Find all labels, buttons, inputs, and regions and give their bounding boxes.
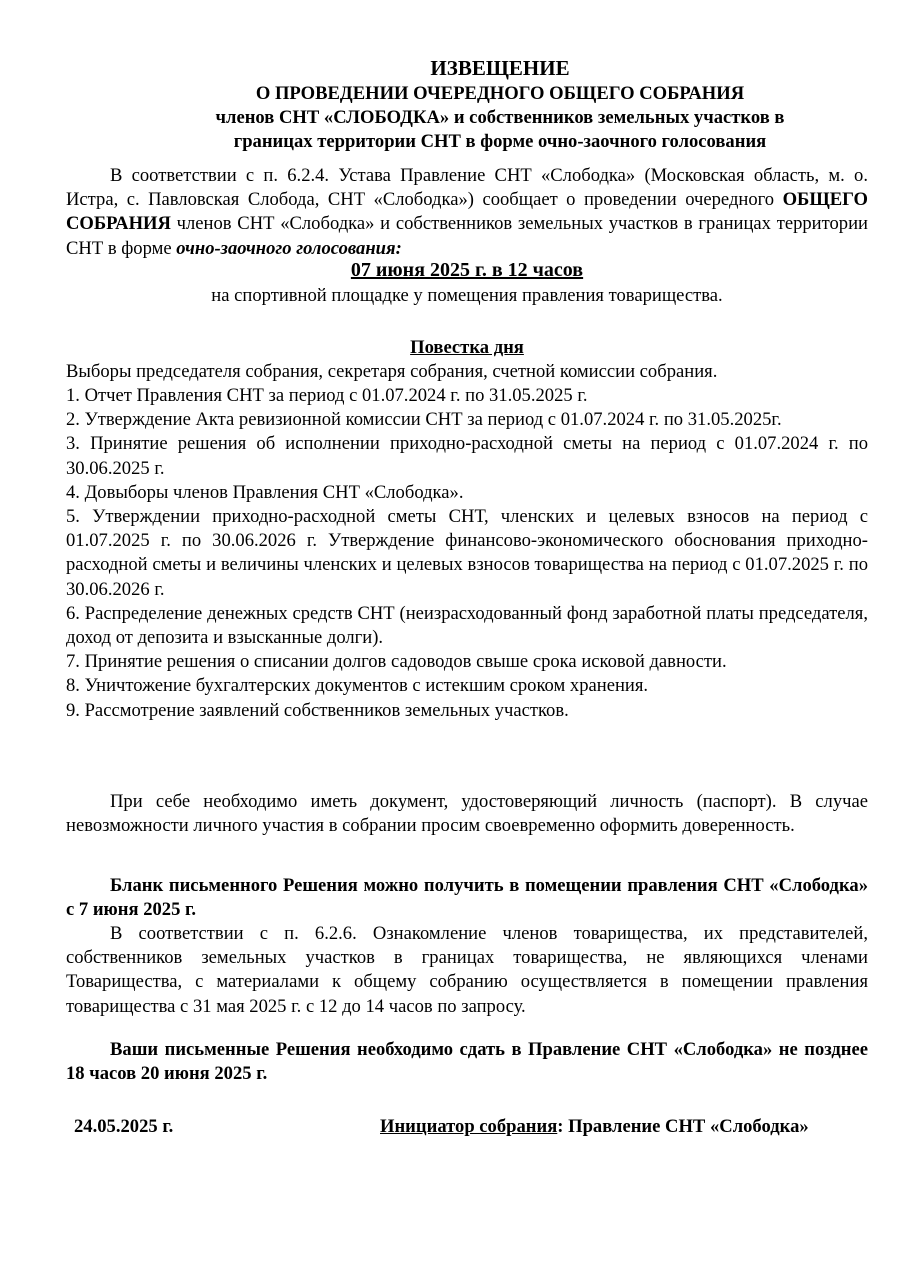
initiator-label: Инициатор собрания <box>380 1116 558 1137</box>
agenda-preface: Выборы председателя собрания, секретаря собрания, счетной комиссии собрания. <box>66 361 718 382</box>
deadline-note: Ваши письменные Решения необходимо сдать в Правление СНТ «Слободка» не позднее 18 часов 20 июня 2025 г. <box>66 1039 868 1085</box>
agenda-item: 6. Распределение денежных средств СНТ (неизрасходованный фонд заработной платы председателя, доход от депозита и взысканные долги). <box>66 602 868 649</box>
document-subtitle-3: границах территории СНТ в форме очно-заочного голосования <box>233 131 767 152</box>
materials-note: В соответствии с п. 6.2.6. Ознакомление членов товарищества, их представителей, собственников земельных участков в границах товарищества, не являющихся членами Товарищества, с материалами к общему собранию осуществляется в помещении правления товарищества с 31 мая 2025 г. с 12 до 14 часов по запросу. <box>66 923 868 1017</box>
initiator-value: : Правление СНТ «Слободка» <box>557 1116 809 1137</box>
agenda-item: 3. Принятие решения об исполнении приходно-расходной сметы на период с 01.07.2024 г. по 30.06.2025 г. <box>66 433 868 479</box>
agenda-item: 9. Рассмотрение заявлений собственников земельных участков. <box>66 699 569 721</box>
agenda-item: 7. Принятие решения о списании долгов садоводов свыше срока исковой давности. <box>66 651 727 673</box>
agenda-item: 2. Утверждение Акта ревизионной комиссии СНТ за период с 01.07.2024 г. по 31.05.2025г. <box>66 409 782 431</box>
agenda-item: 8. Уничтожение бухгалтерских документов с истекшим сроком хранения. <box>66 675 649 697</box>
agenda-title: Повестка дня <box>410 337 524 358</box>
id-note: При себе необходимо иметь документ, удостоверяющий личность (паспорт). В случае невозможности личного участия в собрании просим своевременно оформить доверенность. <box>66 791 868 837</box>
intro-text-2: членов СНТ «Слободка» и собственников земельных участков в границах территории СНТ в форме <box>66 213 868 259</box>
signature-date: 24.05.2025 г. <box>74 1116 174 1137</box>
intro-paragraph <box>66 164 868 261</box>
intro-bold-italic: очно-заочного голосования: <box>176 237 402 259</box>
agenda-list <box>66 384 868 723</box>
meeting-place: на спортивной площадке у помещения правления товарищества. <box>211 285 723 306</box>
agenda-item: 4. Довыборы членов Правления СНТ «Слободка». <box>66 481 464 503</box>
initiator-line <box>380 1115 809 1139</box>
intro-text-1: В соответствии с п. 6.2.4. Устава Правление СНТ «Слободка» (Московская область, м. о. Истра, с. Павловская Слобода, СНТ «Слободка») сообщает о проведении очередного <box>66 165 868 211</box>
meeting-date: 07 июня 2025 г. в 12 часов <box>350 259 584 281</box>
document-subtitle-2: членов СНТ «СЛОБОДКА» и собственников земельных участков в <box>215 107 785 128</box>
agenda-item: 5. Утверждении приходно-расходной сметы СНТ, членских и целевых взносов на период с 01.07.2025 г. по 30.06.2026 г. Утверждение финансово-экономического обоснования приходно-расходной сметы и величины членских и целевых взносов товарищества на период с 01.07.2025 г. по 30.06.2026 г. <box>66 506 868 600</box>
agenda-item: 1. Отчет Правления СНТ за период с 01.07.2024 г. по 31.05.2025 г. <box>66 385 588 406</box>
document-subtitle-1: О ПРОВЕДЕНИИ ОЧЕРЕДНОГО ОБЩЕГО СОБРАНИЯ <box>255 83 745 104</box>
intro-bold: ОБЩЕГО СОБРАНИЯ <box>66 189 868 235</box>
document-title: ИЗВЕЩЕНИЕ <box>430 56 570 80</box>
blank-note: Бланк письменного Решения можно получить в помещении правления СНТ «Слободка» с 7 июня 2025 г. <box>66 875 868 921</box>
